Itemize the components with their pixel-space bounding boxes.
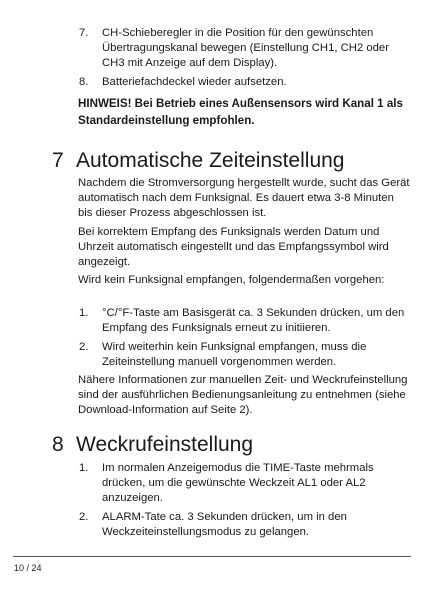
list-number: 2. — [79, 341, 89, 353]
paragraph: Nachdem die Stromversorgung hergestellt wurde, sucht das Gerät automatisch nach dem Funksignal. Es dauert etwa 3-8 Minuten bis dieser Prozess abgeschlossen ist. — [78, 177, 410, 220]
hint-note: HINWEIS! Bei Betrieb eines Außensensors wird Kanal 1 als Standardeinstellung empfohlen. — [78, 97, 403, 127]
section-title: Automatische Zeiteinstellung — [76, 149, 345, 172]
list-number: 8. — [79, 76, 89, 88]
section-heading — [52, 149, 344, 173]
paragraph: Bei korrektem Empfang des Funksignals werden Datum und Uhrzeit automatisch eingestellt und das Empfangssymbol wird angezeigt. — [78, 226, 389, 269]
list-text: Wird weiterhin kein Funksignal empfangen, muss die Zeiteinstellung manuell vorgenommen werden. — [102, 341, 367, 369]
list-text: °C/°F-Taste am Basisgerät ca. 3 Sekunden drücken, um den Empfang des Funksignals erneut zu initiieren. — [102, 307, 405, 335]
list-text: Batteriefachdeckel wieder aufsetzen. — [102, 76, 287, 88]
paragraph: Nähere Informationen zur manuellen Zeit- und Weckrufeinstellung sind der ausführlichen Bedienungsanleitung zu entnehmen (siehe Download-Information auf Seite 2). — [78, 374, 408, 417]
section-heading — [52, 433, 253, 457]
section-title: Weckrufeinstellung — [76, 433, 254, 456]
list-number: 2. — [79, 511, 89, 523]
list-number: 1. — [79, 307, 89, 319]
list-number: 7. — [79, 27, 89, 39]
page-number: 10 / 24 — [14, 563, 42, 573]
section-number: 7 — [52, 149, 64, 172]
list-number: 1. — [79, 462, 89, 474]
list-text: CH-Schieberegler in die Position für den gewünschten Übertragungskanal bewegen (Einstellung CH1, CH2 oder CH3 mit Anzeige auf dem Display). — [102, 27, 389, 70]
footer-divider — [13, 556, 411, 557]
list-text: ALARM-Tate ca. 3 Sekunden drücken, um in den Weckzeiteinstellungsmodus zu gelangen. — [102, 511, 347, 539]
section-number: 8 — [52, 433, 64, 456]
paragraph: Wird kein Funksignal empfangen, folgendermaßen vorgehen: — [78, 274, 385, 286]
list-text: Im normalen Anzeigemodus die TIME-Taste mehrmals drücken, um die gewünschte Weckzeit AL1 oder AL2 anzuzeigen. — [102, 462, 374, 505]
